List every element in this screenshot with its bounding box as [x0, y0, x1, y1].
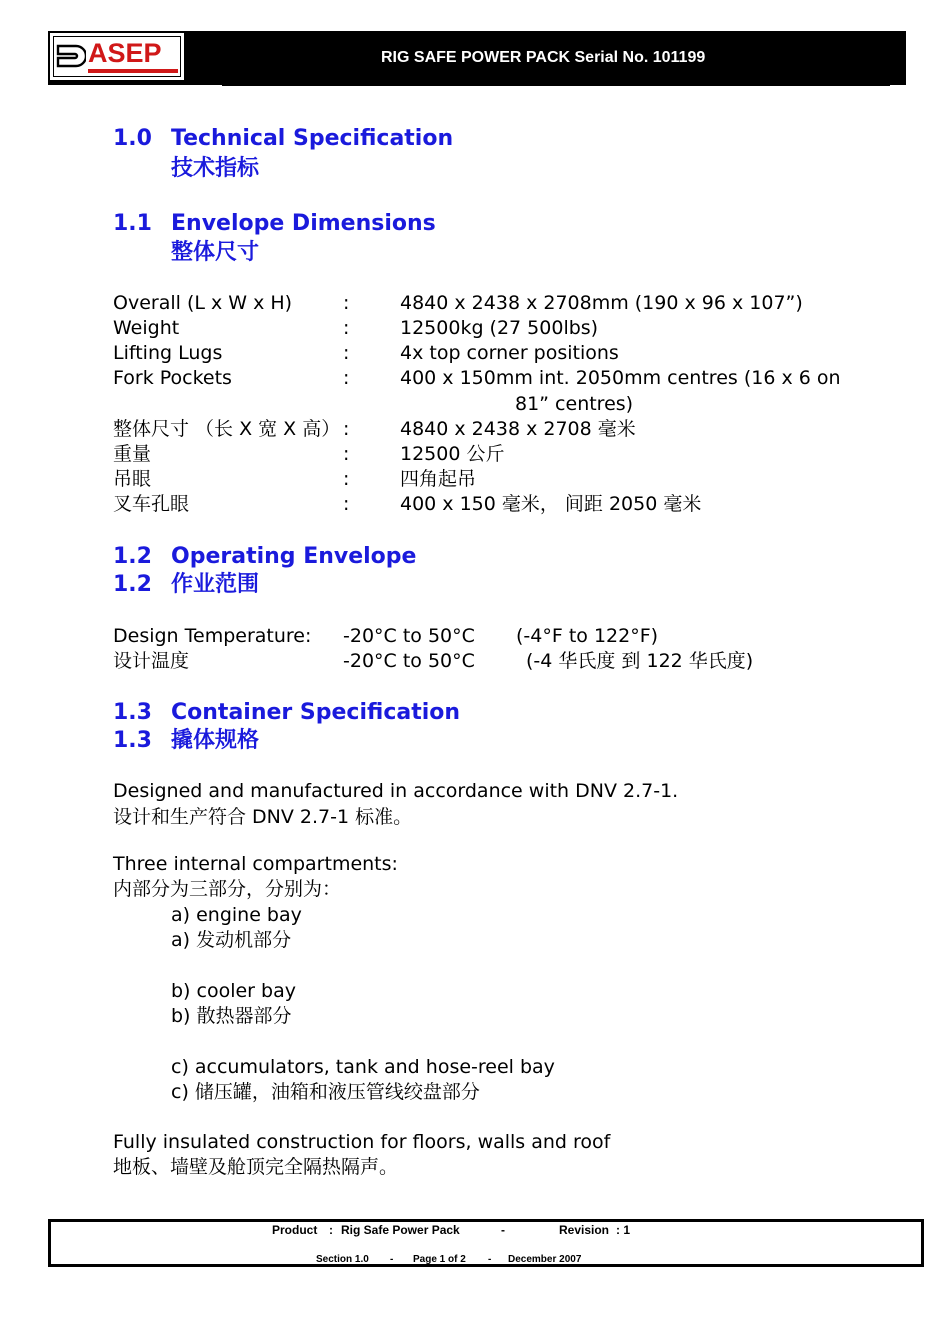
- footer-page: Page 1 of 2: [413, 1254, 466, 1265]
- logo-mark-icon: [56, 44, 86, 68]
- spec-separator: :: [343, 317, 350, 339]
- spec-label: Overall (L x W x H): [113, 292, 293, 314]
- paragraph-cn: 内部分为三部分，分别为：: [113, 878, 342, 900]
- section-number-cn: 1.3: [113, 728, 152, 753]
- spec-label: Weight: [113, 317, 180, 339]
- section-title: Technical Specification: [171, 126, 454, 151]
- list-item-cn: c) 储压罐，油箱和液压管线绞盘部分: [171, 1081, 480, 1103]
- list-item: c) accumulators, tank and hose-reel bay: [171, 1056, 555, 1078]
- company-logo: [48, 31, 186, 82]
- spec-separator: :: [343, 292, 350, 314]
- spec-value-continued: 81” centres): [515, 393, 634, 415]
- spec-value: 12500 公斤: [400, 443, 505, 465]
- spec-separator: :: [343, 443, 350, 465]
- spec-value: 4x top corner positions: [400, 342, 619, 364]
- spec-value: 400 x 150 毫米， 间距 2050 毫米: [400, 493, 702, 515]
- operating-range: -20°C to 50°C: [343, 625, 475, 647]
- section-title: Envelope Dimensions: [171, 211, 436, 236]
- paragraph: Designed and manufactured in accordance with DNV 2.7-1.: [113, 780, 679, 802]
- section-number-cn: 1.2: [113, 572, 152, 597]
- spec-value: 4840 x 2438 x 2708mm (190 x 96 x 107”): [400, 292, 803, 314]
- spec-separator: :: [343, 493, 350, 515]
- section-title-cn: 作业范围: [171, 572, 260, 597]
- logo-text: ASEP: [88, 38, 162, 68]
- section-number: 1.2: [113, 544, 152, 569]
- footer-revision-value: : 1: [616, 1223, 631, 1237]
- operating-range: -20°C to 50°C: [343, 650, 475, 672]
- section-title: Container Specification: [171, 700, 461, 725]
- footer-dash: -: [488, 1254, 492, 1265]
- spec-value: 四角起吊: [400, 468, 477, 490]
- section-title-cn: 撬体规格: [171, 728, 260, 753]
- list-item: a) engine bay: [171, 904, 302, 926]
- section-number: 1.3: [113, 700, 152, 725]
- footer-product-separator: :: [329, 1223, 333, 1237]
- list-item: b) cooler bay: [171, 980, 296, 1002]
- footer-revision-label: Revision: [559, 1223, 610, 1237]
- spec-label: 叉车孔眼: [113, 493, 190, 515]
- spec-value: 12500kg (27 500lbs): [400, 317, 599, 339]
- operating-alt: (-4 华氏度 到 122 华氏度): [526, 650, 754, 672]
- paragraph-cn: 设计和生产符合 DNV 2.7-1 标准。: [113, 806, 413, 828]
- spec-separator: :: [343, 418, 350, 440]
- footer-product-label: Product: [272, 1223, 318, 1237]
- operating-label: 设计温度: [113, 650, 190, 672]
- section-number: 1.1: [113, 211, 152, 236]
- section-title: Operating Envelope: [171, 544, 417, 569]
- paragraph: Three internal compartments:: [113, 853, 398, 875]
- footer-dash: -: [501, 1223, 505, 1237]
- spec-label: Fork Pockets: [113, 367, 232, 389]
- list-item-cn: a) 发动机部分: [171, 929, 292, 951]
- document-title: RIG SAFE POWER PACK Serial No. 101199: [381, 49, 706, 66]
- section-number: 1.0: [113, 126, 152, 151]
- section-title-cn: 技术指标: [171, 156, 260, 181]
- spec-label: Lifting Lugs: [113, 342, 223, 364]
- operating-alt: (-4°F to 122°F): [516, 625, 659, 647]
- footer-section: Section 1.0: [316, 1254, 369, 1265]
- logo-underline: [88, 69, 178, 73]
- spec-label: 重量: [113, 443, 152, 465]
- spec-value: 400 x 150mm int. 2050mm centres (16 x 6 on: [400, 367, 841, 389]
- operating-label: Design Temperature:: [113, 625, 312, 647]
- section-title-cn: 整体尺寸: [171, 240, 260, 265]
- spec-separator: :: [343, 342, 350, 364]
- paragraph: Fully insulated construction for floors, walls and roof: [113, 1131, 611, 1153]
- header-underline: [222, 84, 890, 86]
- footer-dash: -: [390, 1254, 394, 1265]
- list-item-cn: b) 散热器部分: [171, 1005, 292, 1027]
- spec-separator: :: [343, 468, 350, 490]
- footer-product-value: Rig Safe Power Pack: [341, 1223, 460, 1237]
- spec-separator: :: [343, 367, 350, 389]
- footer-box: [48, 1219, 924, 1267]
- footer-date: December 2007: [508, 1254, 582, 1265]
- spec-label: 整体尺寸 （长 X 宽 X 高）: [113, 418, 341, 440]
- spec-label: 吊眼: [113, 468, 152, 490]
- paragraph-cn: 地板、墙壁及舱顶完全隔热隔声。: [113, 1156, 399, 1178]
- spec-value: 4840 x 2438 x 2708 毫米: [400, 418, 636, 440]
